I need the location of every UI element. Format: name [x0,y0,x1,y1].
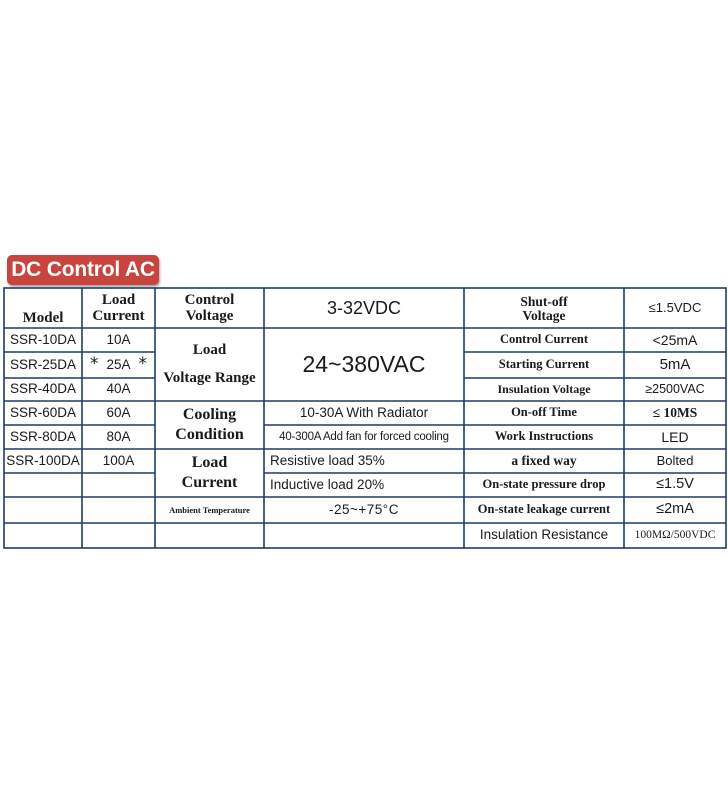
spec-label: a fixed way [511,452,577,468]
spec-label: On-state pressure drop [482,477,606,492]
header-load-current [82,290,155,328]
header-model: Model [22,310,64,327]
load-current-value: Inductive load 20% [270,476,385,492]
model-current: 10A [106,331,131,347]
load-voltage-label-line2: Voltage Range [163,370,256,386]
spec-label: Work Instructions [494,429,594,444]
ambient-temperature-label: Ambient Temperature [169,504,250,515]
model-name: SSR-25DA [9,356,77,372]
spec-value: LED [661,428,689,445]
model-current: 60A [106,404,131,420]
load-voltage-label [155,330,264,400]
spec-label: Control Current [499,332,589,347]
spec-label [464,290,624,328]
model-name: SSR-60DA [9,404,77,420]
spec-value: ≥2500VAC [645,381,705,396]
model-name: SSR-100DA [6,452,80,468]
spec-label: On-off Time [511,405,577,420]
cooling-value: 40-300A Add fan for forced cooling [279,430,449,443]
model-name: SSR-40DA [9,381,77,397]
load-current-label [155,450,264,496]
header-control-voltage [155,290,264,328]
spec-label: On-state leakage current [477,502,611,517]
model-current-highlighted [82,352,155,378]
spec-value: ≤ 10MS [652,404,698,420]
load-current-label-line2: Current [181,473,238,491]
control-voltage-value: 3-32VDC [326,297,402,318]
cooling-label-line2: Condition [175,425,244,443]
spec-label: Insulation Resistance [479,527,609,543]
model-name: SSR-10DA [9,331,77,347]
spec-label: Starting Current [498,357,590,372]
spec-label: Insulation Voltage [497,382,591,397]
spec-label-line1: Shut-off [520,293,568,309]
model-current-value: 25A [106,356,131,372]
spec-value: Bolted [656,453,694,469]
cooling-value: 10-30A With Radiator [299,404,429,420]
cooling-label [155,402,264,448]
header-control-voltage-line2: Voltage [185,308,234,324]
ambient-temperature-value: -25~+75°C [329,501,399,517]
highlight-star-icon: * [138,354,148,375]
load-current-label-line1: Load [191,453,228,471]
header-load-current-line2: Current [92,308,145,324]
cooling-label-line1: Cooling [182,405,237,423]
highlight-star-icon: * [89,354,99,375]
header-load-current-line1: Load [101,292,136,309]
spec-value: ≤1.5V [656,476,694,493]
model-current: 80A [106,428,131,444]
load-voltage-label-line1: Load [192,342,227,359]
model-current: 100A [102,452,135,468]
header-control-voltage-line1: Control [184,292,235,309]
model-current: 40A [106,381,131,397]
spec-label-line2: Voltage [522,308,566,323]
spec-value: ≤1.5VDC [648,300,702,316]
section-badge: DC Control AC [7,255,159,285]
spec-value: 100MΩ/500VDC [634,529,716,542]
spec-value: <25mA [652,331,698,348]
spec-value: ≤2mA [656,501,694,518]
load-current-value: Resistive load 35% [270,452,385,468]
spec-value: 5mA [659,356,691,374]
model-name: SSR-80DA [9,428,77,444]
load-voltage-value: 24~380VAC [302,351,426,378]
